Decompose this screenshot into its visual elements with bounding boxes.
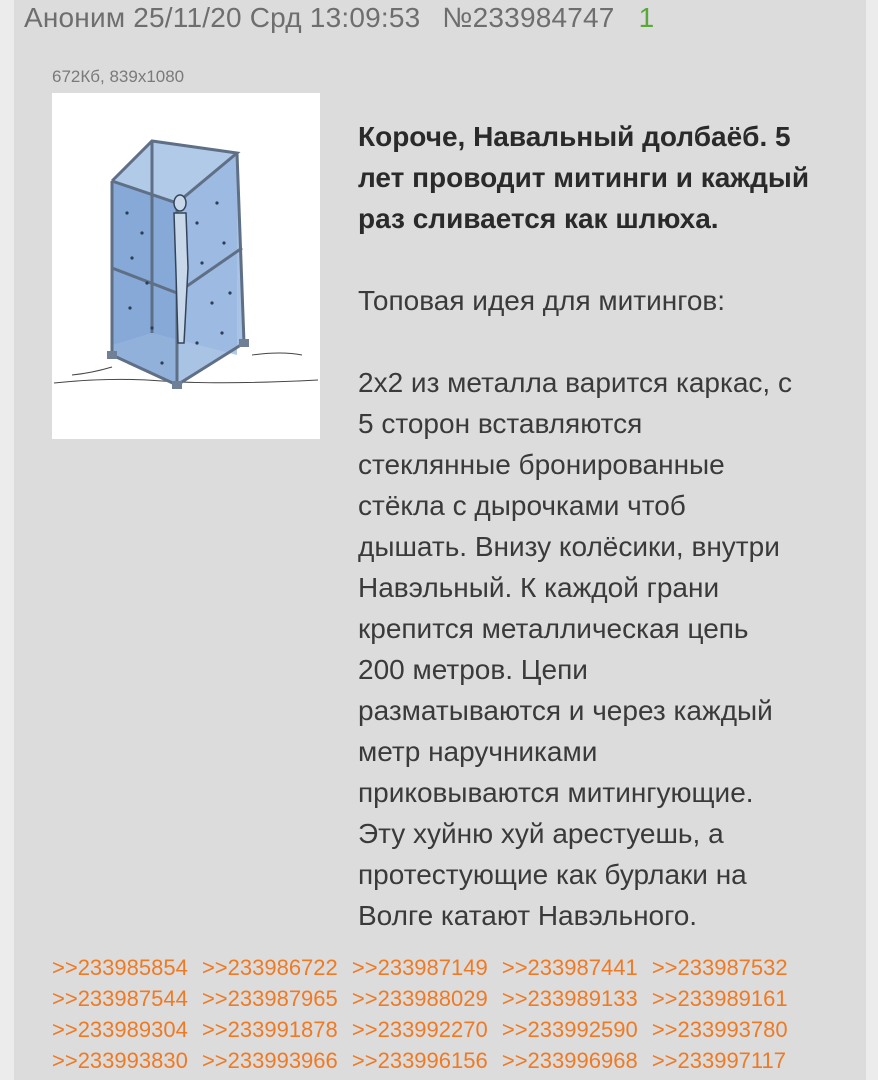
message-paragraph: Топовая идея для митингов: bbox=[358, 285, 726, 316]
message-line: стеклянные бронированные bbox=[358, 449, 725, 480]
reply-link[interactable]: >>233987532 bbox=[651, 955, 788, 980]
reply-link[interactable]: >>233992590 bbox=[501, 1017, 638, 1042]
post-header bbox=[24, 2, 654, 34]
message-line: 5 сторон вставляются bbox=[358, 408, 643, 439]
message-line: Навэльный. К каждой грани bbox=[358, 572, 720, 603]
reply-link[interactable]: >>233993966 bbox=[201, 1048, 338, 1073]
message-bold-line: лет проводит митинги и каждый bbox=[358, 162, 810, 193]
replies-list bbox=[52, 952, 862, 1076]
post-image[interactable] bbox=[52, 93, 320, 439]
message-line: приковываются митингующие. bbox=[358, 777, 754, 808]
reply-link[interactable]: >>233989133 bbox=[501, 986, 638, 1011]
reply-link[interactable]: >>233996968 bbox=[501, 1048, 638, 1073]
reply-link[interactable]: >>233987441 bbox=[501, 955, 638, 980]
post-date: 25/11/20 Срд 13:09:53 bbox=[133, 2, 421, 33]
reply-link[interactable]: >>233989304 bbox=[52, 1017, 188, 1042]
message-line: протестующие как бурлаки на bbox=[358, 859, 747, 890]
reply-count[interactable]: 1 bbox=[638, 2, 655, 33]
message-line: стёкла с дырочками чтоб bbox=[358, 490, 686, 521]
glass-cage-drawing-icon bbox=[52, 93, 320, 439]
message-line: Эту хуйню хуй арестуешь, а bbox=[358, 818, 724, 849]
message-line: 200 метров. Цепи bbox=[358, 654, 588, 685]
post-author: Аноним bbox=[24, 2, 126, 33]
reply-link[interactable]: >>233988029 bbox=[351, 986, 488, 1011]
reply-link[interactable]: >>233986722 bbox=[201, 955, 338, 980]
reply-link[interactable]: >>233987544 bbox=[52, 986, 188, 1011]
reply-link[interactable]: >>233997117 bbox=[651, 1048, 786, 1073]
reply-link[interactable]: >>233996156 bbox=[351, 1048, 488, 1073]
message-bold-line: Короче, Навальный долбаёб. 5 bbox=[358, 121, 791, 152]
file-info: 672Кб, 839x1080 bbox=[52, 67, 185, 86]
post-container bbox=[14, 0, 866, 1080]
message-line: дышать. Внизу колёсики, внутри bbox=[358, 531, 780, 562]
post-message bbox=[358, 116, 858, 936]
message-bold-line: раз сливается как шлюха. bbox=[358, 203, 719, 234]
reply-link[interactable]: >>233991878 bbox=[201, 1017, 338, 1042]
reply-link[interactable]: >>233987965 bbox=[201, 986, 338, 1011]
message-line: метр наручниками bbox=[358, 736, 598, 767]
reply-link[interactable]: >>233985854 bbox=[52, 955, 188, 980]
message-line: Волге катают Навэльного. bbox=[358, 900, 698, 931]
post-number[interactable]: №233984747 bbox=[442, 2, 615, 33]
reply-link[interactable]: >>233993830 bbox=[52, 1048, 188, 1073]
reply-link[interactable]: >>233987149 bbox=[351, 955, 488, 980]
message-line: крепится металлическая цепь bbox=[358, 613, 749, 644]
reply-link[interactable]: >>233989161 bbox=[651, 986, 788, 1011]
reply-link[interactable]: >>233992270 bbox=[351, 1017, 488, 1042]
message-line: 2х2 из металла варится каркас, с bbox=[358, 367, 792, 398]
reply-link[interactable]: >>233993780 bbox=[651, 1017, 788, 1042]
message-line: разматываются и через каждый bbox=[358, 695, 773, 726]
